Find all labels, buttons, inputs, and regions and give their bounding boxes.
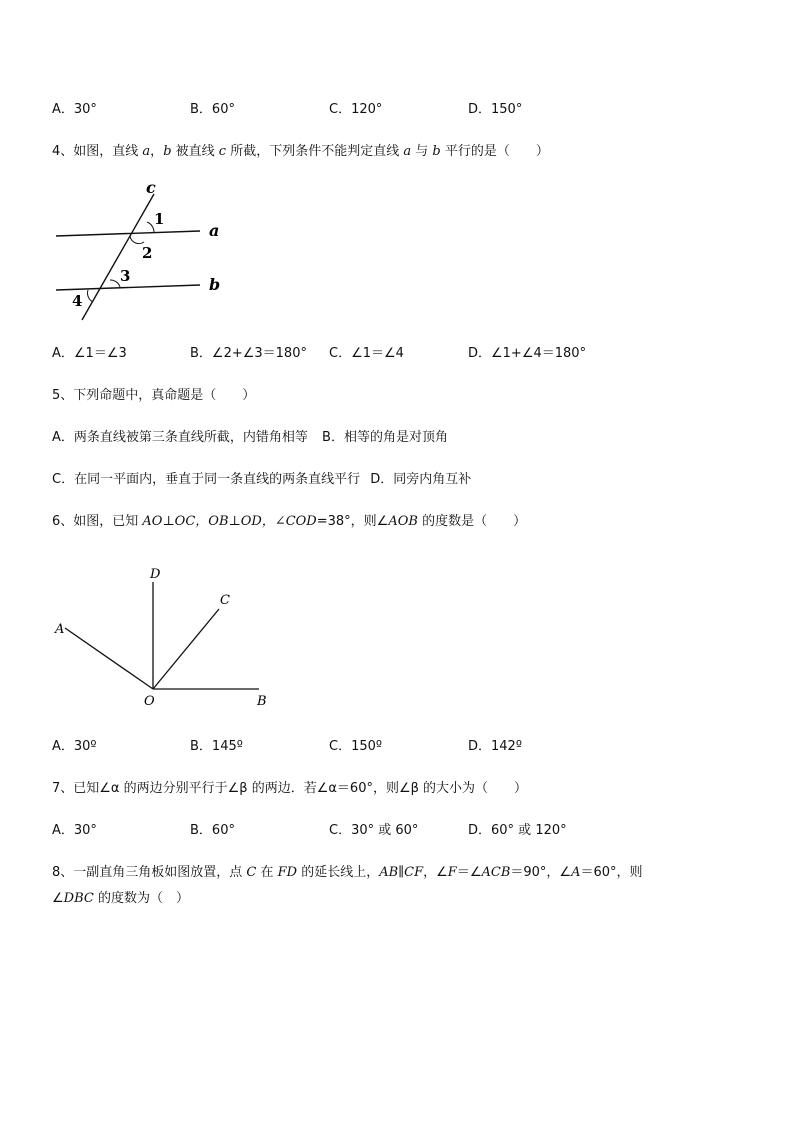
line-b	[56, 285, 200, 290]
q6-option-c[interactable]: C．150º	[329, 739, 383, 754]
q5-option-a[interactable]: A．两条直线被第三条直线所截，内错角相等	[52, 430, 308, 445]
q4-option-c[interactable]: C．∠1＝∠4	[329, 346, 404, 361]
q4-figure	[50, 178, 240, 326]
label-A: A	[55, 622, 65, 637]
q6-option-b[interactable]: B．145º	[190, 739, 243, 754]
angle-3-arc	[110, 280, 120, 287]
q6-stem: 6、如图，已知 AO⊥OC，OB⊥OD，∠COD=38°，则∠AOB 的度数是（ ）	[52, 514, 527, 529]
label-b: b	[209, 275, 221, 294]
q5-options-row2	[52, 471, 471, 489]
q5-option-b[interactable]: B．相等的角是对顶角	[322, 430, 448, 445]
q3-option-a[interactable]: A．30°	[52, 102, 97, 117]
q7-option-c[interactable]: C．30° 或 60°	[329, 823, 419, 838]
q6-option-a[interactable]: A．30º	[52, 739, 97, 754]
label-2: 2	[142, 244, 153, 262]
q6-figure	[50, 562, 280, 712]
q8-stem-line1: 8、一副直角三角板如图放置，点 C 在 FD 的延长线上，AB∥CF，∠F＝∠ACB＝90°，∠A＝60°，则	[52, 865, 643, 880]
label-1: 1	[154, 210, 165, 228]
q5-stem: 5、下列命题中，真命题是（ ）	[52, 388, 256, 403]
label-3: 3	[120, 267, 131, 285]
label-C: C	[220, 593, 230, 608]
q6-option-d[interactable]: D．142º	[468, 739, 522, 754]
line-a	[56, 231, 200, 236]
q7-option-a[interactable]: A．30°	[52, 823, 97, 838]
q4-option-d[interactable]: D．∠1+∠4＝180°	[468, 346, 587, 361]
label-D: D	[150, 567, 161, 582]
label-B: B	[257, 694, 267, 709]
label-c: c	[146, 178, 156, 197]
q4-stem: 4、如图，直线 a，b 被直线 c 所截，下列条件不能判定直线 a 与 b 平行的是（ ）	[52, 144, 549, 159]
q5-option-c[interactable]: C．在同一平面内，垂直于同一条直线的两条直线平行	[52, 472, 361, 487]
q3-option-c[interactable]: C．120°	[329, 102, 383, 117]
label-a: a	[209, 221, 220, 240]
q5-options-row1	[52, 429, 448, 447]
q3-option-d[interactable]: D．150°	[468, 102, 523, 117]
q7-option-b[interactable]: B．60°	[190, 823, 235, 838]
label-O: O	[144, 694, 155, 709]
ray-OA	[65, 628, 153, 689]
angle-1-arc	[147, 222, 154, 232]
ray-OC	[153, 609, 219, 689]
angle-2-arc	[130, 236, 144, 244]
q5-option-d[interactable]: D．同旁内角互补	[370, 472, 472, 487]
angle-4-arc	[88, 290, 93, 302]
label-4: 4	[72, 292, 83, 310]
q4-option-a[interactable]: A．∠1＝∠3	[52, 346, 127, 361]
q7-stem: 7、已知∠α 的两边分别平行于∠β 的两边．若∠α＝60°，则∠β 的大小为（ ）	[52, 781, 528, 796]
q3-option-b[interactable]: B．60°	[190, 102, 235, 117]
q4-option-b[interactable]: B．∠2+∠3＝180°	[190, 346, 307, 361]
q8-stem-line2: ∠DBC 的度数为（ ）	[52, 891, 189, 906]
q7-option-d[interactable]: D．60° 或 120°	[468, 823, 567, 838]
